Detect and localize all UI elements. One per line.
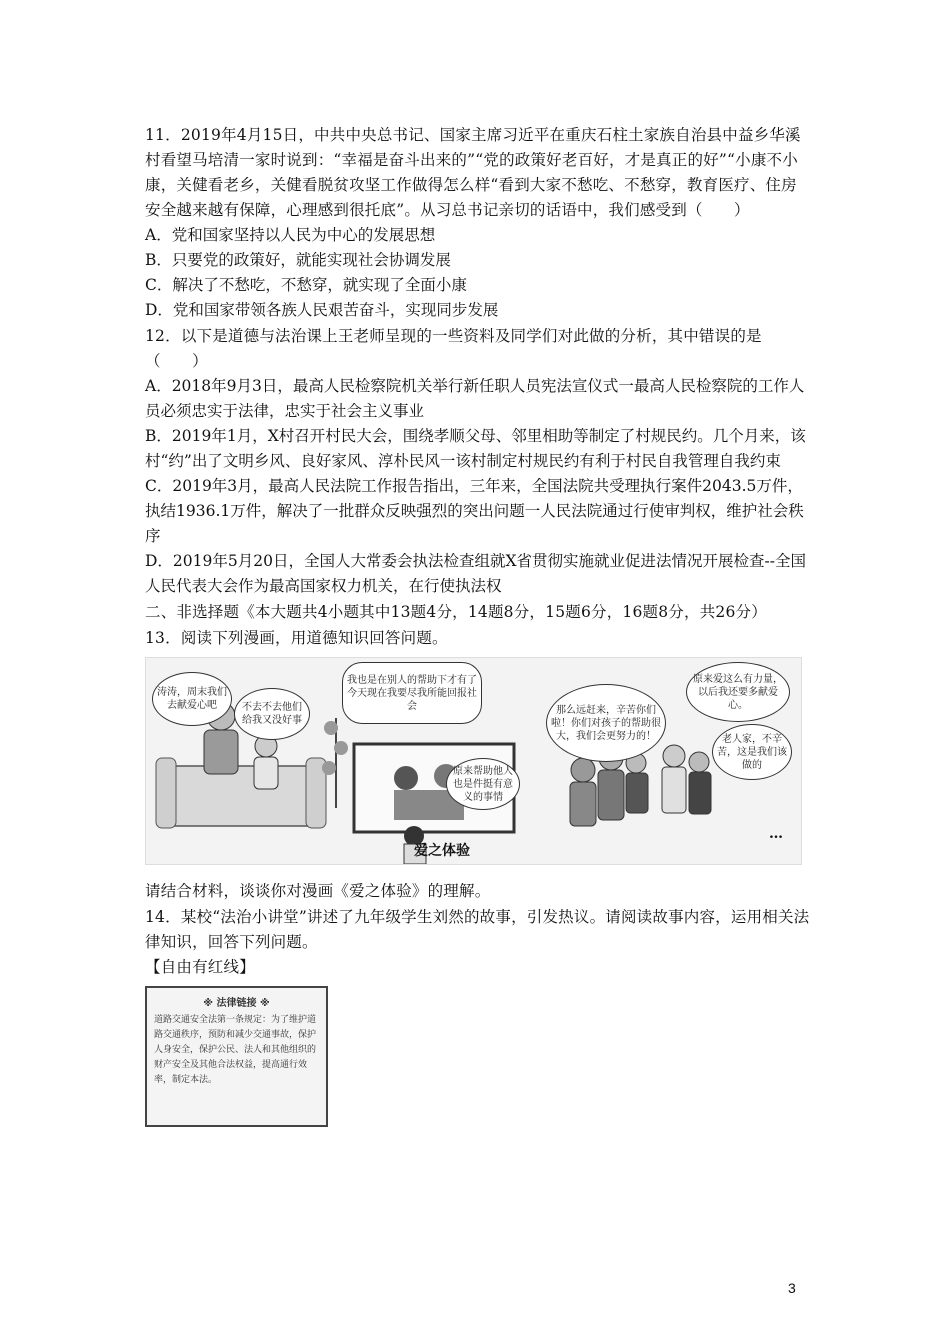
comic-title: 爱之体验 [414,843,470,859]
q11-option-d: D．党和国家带领各族人民艰苦奋斗，实现同步发展 [145,301,499,319]
section-two-heading: 二、非选择题《本大题共4小题其中13题4分，14题8分，15题6分，16题8分，共26分） [145,603,767,621]
q12-option-d: D．2019年5月20日，全国人大常委会执法检查组就X省贯彻实施就业促进法情况开展检查--全国人民代表大会作为最高国家权力机关，在行使执法权 [145,552,806,595]
comic-ellipsis: … [769,826,783,842]
law-link-text: 道路交通安全法第一条规定：为了维护道路交通秩序，预防和减少交通事故，保护人身安全，保护公民、法人和其他组织的财产安全及其他合法权益，提高通行效率，制定本法。 [154,1015,317,1085]
page-content [145,122,810,1127]
q12-stem: 12．以下是道德与法治课上王老师呈现的一些资料及同学们对此做的分析，其中错误的是（ ） [145,327,762,370]
comic-bubble-4: 原来帮助他人也是件挺有意义的事情 [446,758,520,810]
comic-bubble-1: 涛涛，周末我们去献爱心吧 [152,672,232,726]
q11-stem: 11．2019年4月15日，中共中央总书记、国家主席习近平在重庆石柱土家族自治县中益乡华溪村看望马培清一家时说到：“幸福是奋斗出来的”“党的政策好老百好，才是真正的好”“小康不小康，关健看老乡，关健看脱贫攻坚工作做得怎么样“看到大家不愁吃、不愁穿，教育医疗、住房安全越来越有保障，心理感到很托底”。从习总书记亲切的话语中，我们感受到（ ） [145,126,801,219]
comic-bubble-5: 那么远赶来，辛苦你们啦！你们对孩子的帮助很大，我们会更努力的！ [546,684,666,762]
law-link-box [145,986,328,1127]
q14-stem: 14．某校“法治小讲堂”讲述了九年级学生刘然的故事，引发热议。请阅读故事内容，运用相关法律知识，回答下列问题。 [145,908,810,951]
q11-option-a: A．党和国家坚持以人民为中心的发展思想 [145,226,436,244]
comic-bubble-6: 原来爱这么有力量，以后我还要多献爱心。 [686,662,790,722]
q11-option-c: C．解决了不愁吃，不愁穿，就实现了全面小康 [145,276,467,294]
comic-bubble-7: 老人家，不辛苦，这是我们该做的 [712,724,792,780]
q12-option-b: B．2019年1月，X村召开村民大会，围绕孝顺父母、邻里相助等制定了村规民约。几个月来，该村“约”出了文明乡风、良好家风、淳朴民风一该村制定村规民约有利于村民自我管理自我约束 [145,427,806,470]
q13-question: 请结合材料，谈谈你对漫画《爱之体验》的理解。 [145,882,491,900]
law-link-heading: ※ 法律链接 ※ [203,998,270,1009]
comic-bubble-3: 我也是在别人的帮助下才有了今天现在我要尽我所能回报社会 [342,662,482,724]
q12-option-a: A．2018年9月3日，最高人民检察院机关举行新任职人员宪法宣仪式一最高人民检察院的工作人员必须忠实于法律，忠实于社会主义事业 [145,377,805,420]
comic-love-experience [145,657,802,865]
q11-option-b: B．只要党的政策好，就能实现社会协调发展 [145,251,451,269]
q14-subtitle: 【自由有红线】 [145,958,255,976]
q12-option-c: C．2019年3月，最高人民法院工作报告指出，三年来，全国法院共受理执行案件2043.5万件，执结1936.1万件，解决了一批群众反映强烈的突出问题一人民法院通过行使审判权，维护社会秩序 [145,477,804,545]
q13-stem: 13．阅读下列漫画，用道德知识回答问题。 [145,629,448,647]
comic-bubble-2: 不去不去他们给我又没好事 [234,688,310,740]
page-number: 3 [788,1280,796,1296]
